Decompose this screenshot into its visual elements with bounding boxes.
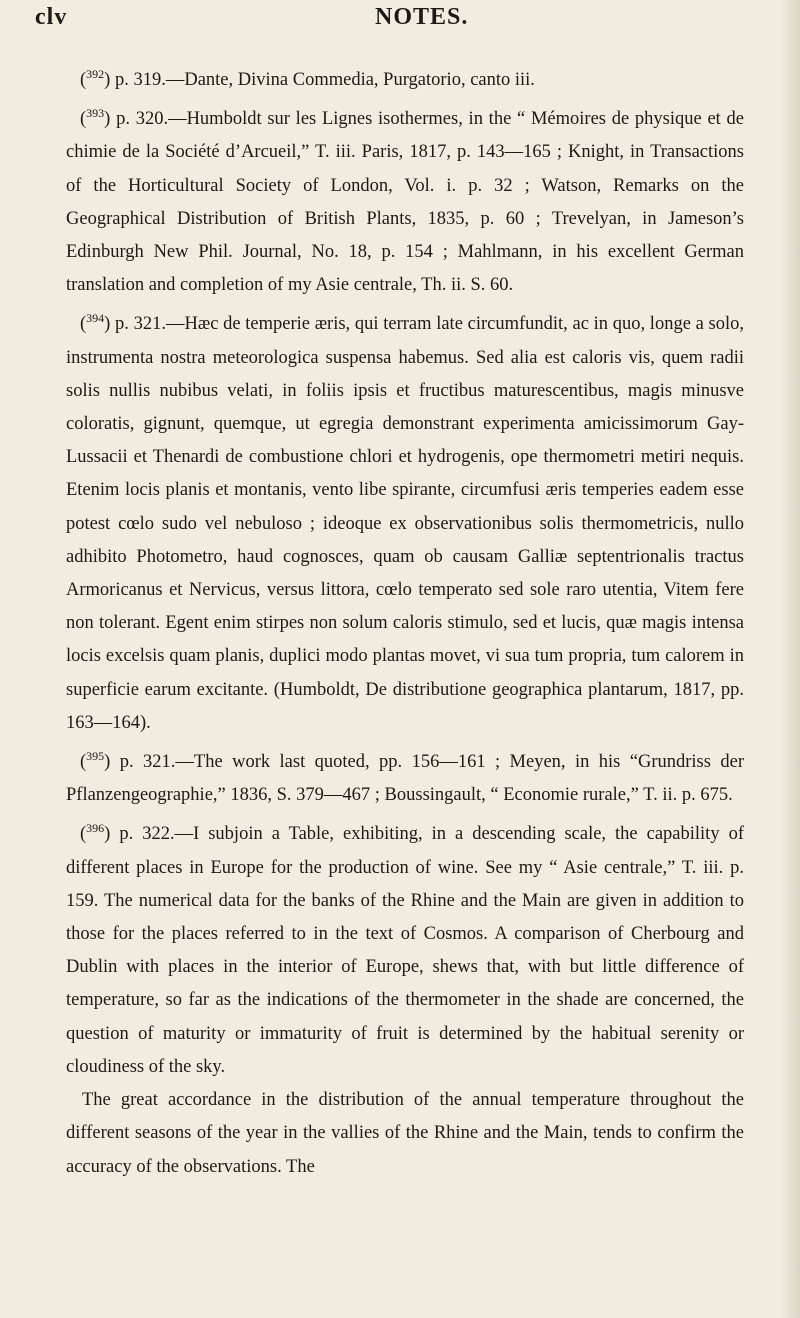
note-marker: 393 — [86, 106, 105, 121]
note-text: p. 321.—Hæc de temperie æris, qui terram late circumfundit, ac in quo, longe a solo, instrumenta nostra meteorologica suspensa habemus. Sed alia est caloris vis, quem radii solis nullis nubibus velati, in foliis ipsis et fructibus maturescentibus, magis minusve coloratis, gignunt, quemque, ut egregia demonstrant experimenta amicissimorum Gay-Lussacii et Thenardi de combustione chlori et hydrogenis, ope thermometri metiri nequis. Etenim locis planis et montanis, vento libe spirante, circumfusi æris temperies eadem esse potest cœlo sudo vel nebuloso ; ideoque ex observationibus solis thermometricis, nullo adhibito Photometro, haud cognosces, quam ob causam Galliæ septentrionalis tractus Armoricanus et Nervicus, versus littora, cœlo temperato sed sole raro utentia, Vitem fere non tolerant. Egent enim stirpes non solum caloris stimulo, sed et lucis, quæ magis intensa locis excelsis quam planis, duplici modo plantas movet, vi sua tum propria, tum calorem in superficie earum excitante. (Humboldt, De distributione geographica plantarum, 1817, pp. 163—164). — [66, 314, 744, 733]
page-number: clv — [35, 4, 68, 30]
note-marker: 396 — [86, 821, 105, 836]
note-marker: 394 — [86, 311, 105, 326]
note-text: p. 322.—I subjoin a Table, exhibiting, in a descending scale, the capability of different places in Europe for the production of wine. See my “ Asie centrale,” T. iii. p. 159. The numerical data for the banks of the Rhine and the Main are given in addition to those for the places referred to in the text of Cosmos. A comparison of Cherbourg and Dublin with places in the interior of Europe, shews that, with but little difference of temperature, so far as the indications of the thermometer in the shade are concerned, the question of maturity or immaturity of fruit is determined by the habitual serenity or cloudiness of the sky. — [66, 824, 744, 1077]
footnote-392: ($^{392}$) p. 319.—Dante, Divina Commedia, Purgatorio, canto iii. — [80, 67, 535, 90]
page-edge-shadow — [780, 0, 800, 1318]
footnote-393: ($^{393}$) p. 320.—Humboldt sur les Lignes isothermes, in the “ Mémoires de physique et de chimie de la Société d’Arcueil,” T. iii. Paris, 1817, p. 143—165 ; Knight, in Transactions of the Horticultural Society of London, Vol. i. p. 32 ; Watson, Remarks on the Geographical Distribution of British Plants, 1835, p. 60 ; Trevelyan, in Jameson’s Edinburgh New Phil. Journal, No. 18, p. 154 ; Mahlmann, in his excellent German translation and completion of my Asie centrale, Th. ii. S. 60. — [66, 106, 744, 296]
note-marker: 395 — [86, 749, 105, 764]
notes-body — [66, 58, 744, 1184]
note-text: p. 319.—Dante, Divina Commedia, Purgatorio, canto iii. — [114, 70, 535, 90]
footnote-394: ($^{394}$) p. 321.—Hæc de temperie æris, qui terram late circumfundit, ac in quo, longe a solo, instrumenta nostra meteorologica suspensa habemus. Sed alia est caloris vis, quem radii solis nullis nubibus velati, in foliis ipsis et fructibus maturescentibus, magis minusve coloratis, gignunt, quemque, ut egregia demonstrant experimenta amicissimorum Gay-Lussacii et Thenardi de combustione chlori et hydrogenis, ope thermometri metiri nequis. Etenim locis planis et montanis, vento libe spirante, circumfusi æris temperies eadem esse potest cœlo sudo vel nebuloso ; ideoque ex observationibus solis thermometricis, nullo adhibito Photometro, haud cognosces, quam ob causam Galliæ septentrionalis tractus Armoricanus et Nervicus, versus littora, cœlo temperato sed sole raro utentia, Vitem fere non tolerant. Egent enim stirpes non solum caloris stimulo, sed et lucis, quæ magis intensa locis excelsis quam planis, duplici modo plantas movet, vi sua tum propria, tum calorem in superficie earum excitante. (Humboldt, De distributione geographica plantarum, 1817, pp. 163—164). — [66, 311, 744, 733]
closing-paragraph: The great accordance in the distribution of the annual temperature throughout the different seasons of the year in the vallies of the Rhine and the Main, tends to confirm the accuracy of the observations. The — [66, 1090, 744, 1177]
running-title: NOTES. — [375, 4, 469, 30]
note-text: p. 321.—The work last quoted, pp. 156—161 ; Meyen, in his “Grundriss der Pflanzengeographie,” 1836, S. 379—467 ; Boussingault, “ Economie rurale,” T. ii. p. 675. — [66, 752, 744, 806]
running-head — [35, 4, 760, 34]
note-marker: 392 — [86, 67, 105, 81]
footnote-396: ($^{396}$) p. 322.—I subjoin a Table, exhibiting, in a descending scale, the capability of different places in Europe for the production of wine. See my “ Asie centrale,” T. iii. p. 159. The numerical data for the banks of the Rhine and the Main are given in addition to those for the places referred to in the text of Cosmos. A comparison of Cherbourg and Dublin with places in the interior of Europe, shews that, with but little difference of temperature, so far as the indications of the thermometer in the shade are concerned, the question of maturity or immaturity of fruit is determined by the habitual serenity or cloudiness of the sky. — [66, 821, 744, 1077]
note-text: p. 320.—Humboldt sur les Lignes isothermes, in the “ Mémoires de physique et de chimie de la Société d’Arcueil,” T. iii. Paris, 1817, p. 143—165 ; Knight, in Transactions of the Horticultural Society of London, Vol. i. p. 32 ; Watson, Remarks on the Geographical Distribution of British Plants, 1835, p. 60 ; Trevelyan, in Jameson’s Edinburgh New Phil. Journal, No. 18, p. 154 ; Mahlmann, in his excellent German translation and completion of my Asie centrale, Th. ii. S. 60. — [66, 109, 744, 296]
footnote-395: ($^{395}$) p. 321.—The work last quoted, pp. 156—161 ; Meyen, in his “Grundriss der Pflanzengeographie,” 1836, S. 379—467 ; Boussingault, “ Economie rurale,” T. ii. p. 675. — [66, 749, 744, 806]
